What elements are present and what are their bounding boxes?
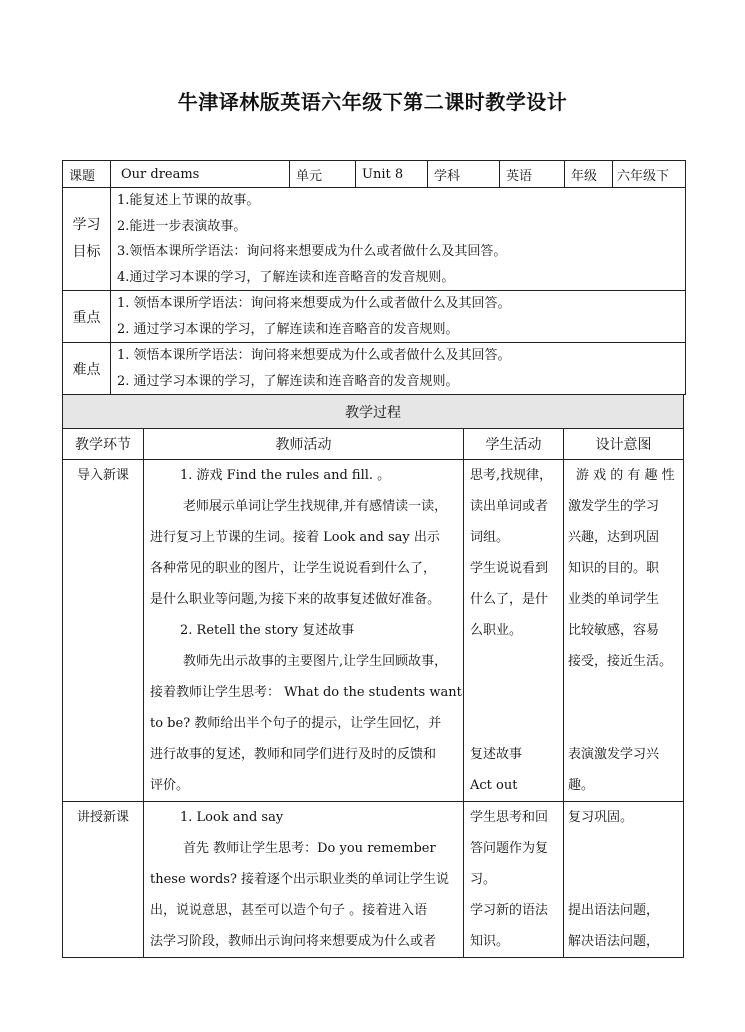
intent-line: 比较敏感，容易 — [568, 623, 660, 638]
intent-cell — [564, 802, 684, 958]
key-points-cell — [111, 291, 686, 343]
stage-label: 讲授新课 — [76, 810, 129, 825]
student-line: 什么了，是什 — [470, 592, 549, 607]
intent-line — [564, 708, 683, 739]
process-header: 教学过程 — [63, 395, 684, 429]
key-points-label: 重点 — [63, 291, 111, 343]
unit-label: 单元 — [290, 161, 356, 188]
intent-line: 接受，接近生活。 — [568, 654, 673, 669]
intent-line: 业类的单词学生 — [568, 592, 660, 607]
grade-label: 年级 — [565, 161, 613, 188]
goal-item: 1.能复述上节课的故事。 — [117, 193, 260, 208]
intent-line: 游 戏 的 有 趣 性 — [576, 468, 675, 483]
goals-label-line: 学习 — [72, 217, 101, 233]
goals-label — [63, 188, 111, 291]
stage-label: 导入新课 — [76, 468, 129, 483]
goal-item: 2.能进一步表演故事。 — [117, 218, 247, 234]
student-activity-cell — [464, 460, 564, 802]
intent-line — [564, 677, 683, 708]
difficult-points-cell — [111, 343, 686, 395]
teacher-line: these words? 接着逐个出示职业类的单词让学生说 — [150, 872, 450, 887]
unit-value: Unit 8 — [356, 161, 428, 188]
page-title: 牛津译林版英语六年级下第二课时教学设计 — [177, 90, 568, 114]
teacher-line: 1. Look and say — [180, 810, 284, 825]
student-line: 答问题作为复 — [470, 841, 549, 856]
student-line — [464, 677, 563, 708]
difficult-point-item: 1. 领悟本课所学语法：询问将来想要成为什么或者做什么及其回答。 — [117, 348, 511, 363]
teacher-line: 教师先出示故事的主要图片,让学生回顾故事， — [183, 654, 448, 669]
student-line: 知识。 — [470, 934, 510, 949]
intent-line — [564, 864, 683, 895]
intent-cell — [564, 460, 684, 802]
stage-cell — [63, 460, 144, 802]
intent-line — [564, 833, 683, 864]
student-line: Act out — [470, 778, 518, 793]
teacher-line: 出，说说意思，甚至可以造个句子 。接着进入语 — [150, 903, 428, 918]
goals-cell — [111, 188, 686, 291]
teacher-line: 是什么职业等问题,为接下来的故事复述做好准备。 — [150, 592, 441, 607]
teacher-line: 2. Retell the story 复述故事 — [180, 623, 355, 638]
col-header-intent: 设计意图 — [564, 429, 684, 460]
student-line: 思考,找规律， — [470, 468, 553, 483]
teacher-line: 接着教师让学生思考： What do the students want — [150, 685, 462, 700]
intent-line: 解决语法问题， — [568, 934, 660, 949]
key-point-item: 2. 通过学习本课的学习，了解连读和连音略音的发音规则。 — [117, 321, 459, 337]
intent-line: 表演激发学习兴 — [568, 747, 660, 762]
teacher-line: 各种常见的职业的图片，让学生说说看到什么了， — [150, 561, 437, 576]
teacher-line: 首先 教师让学生思考：Do you remember — [183, 841, 436, 856]
student-line — [464, 708, 563, 739]
student-line: 词组。 — [470, 530, 510, 545]
intent-line: 复习巩固。 — [568, 810, 634, 825]
goal-item: 4.通过学习本课的学习，了解连读和连音略音的发音规则。 — [117, 269, 455, 285]
teacher-activity-cell — [144, 802, 464, 958]
grade-value: 六年级下 — [613, 161, 686, 188]
student-line: 么职业。 — [470, 623, 523, 638]
col-header-stage: 教学环节 — [63, 429, 144, 460]
difficult-points-label: 难点 — [63, 343, 111, 395]
teacher-line: 法学习阶段，教师出示询问将来想要成为什么或者 — [150, 934, 437, 949]
teacher-line: to be? 教师给出半个句子的提示，让学生回忆，并 — [150, 716, 442, 731]
student-line: 学生说说看到 — [470, 561, 549, 576]
intent-line: 激发学生的学习 — [568, 499, 660, 514]
teacher-line: 老师展示单词让学生找规律,并有感情读一读， — [183, 499, 448, 514]
student-line — [464, 646, 563, 677]
goals-label-line: 目标 — [72, 244, 101, 260]
col-header-teacher: 教师活动 — [144, 429, 464, 460]
col-header-student: 学生活动 — [464, 429, 564, 460]
teacher-line: 评价。 — [150, 778, 190, 793]
student-line: 学习新的语法 — [470, 903, 549, 918]
intent-line: 知识的目的。职 — [568, 561, 660, 576]
difficult-point-item: 2. 通过学习本课的学习，了解连读和连音略音的发音规则。 — [117, 373, 459, 389]
teacher-line: 1. 游戏 Find the rules and fill. 。 — [180, 468, 391, 483]
teacher-line: 进行复习上节课的生词。接着 Look and say 出示 — [150, 530, 440, 545]
intent-line: 趣。 — [568, 778, 595, 793]
student-line: 读出单词或者 — [470, 499, 549, 514]
table-row — [63, 460, 684, 802]
topic-label: 课题 — [63, 161, 111, 188]
teacher-activity-cell — [144, 460, 464, 802]
teacher-line: 进行故事的复述，教师和同学们进行及时的反馈和 — [150, 747, 437, 762]
intent-line: 提出语法问题， — [568, 903, 660, 918]
stage-cell — [63, 802, 144, 958]
intent-line: 兴趣，达到巩固 — [568, 530, 660, 545]
student-line: 复述故事 — [470, 747, 523, 762]
student-line: 习。 — [470, 872, 497, 887]
goal-item: 3.领悟本课所学语法：询问将来想要成为什么或者做什么及其回答。 — [117, 244, 507, 259]
subject-value: 英语 — [500, 161, 565, 188]
key-point-item: 1. 领悟本课所学语法：询问将来想要成为什么或者做什么及其回答。 — [117, 296, 511, 311]
table-row — [63, 802, 684, 958]
info-table — [62, 160, 686, 395]
subject-label: 学科 — [428, 161, 500, 188]
student-line: 学生思考和回 — [470, 810, 549, 825]
process-table — [62, 394, 684, 958]
student-activity-cell — [464, 802, 564, 958]
topic-value: Our dreams — [111, 161, 290, 188]
